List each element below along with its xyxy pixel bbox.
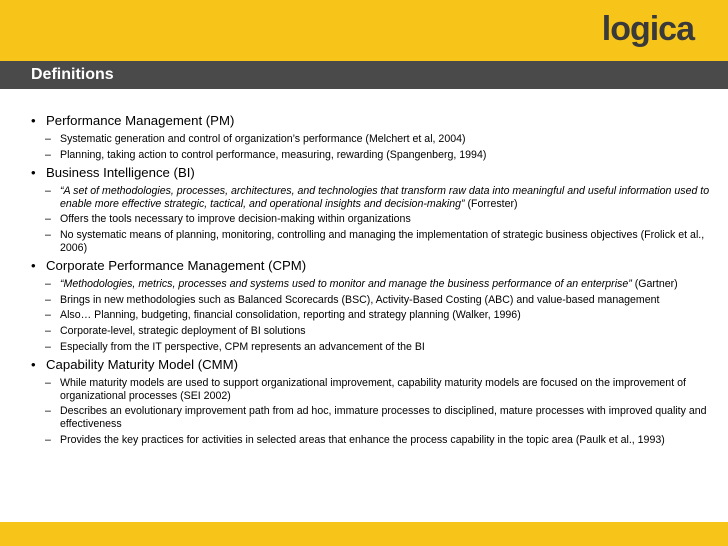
dash-icon: – [45, 293, 51, 306]
bullet-cpm [31, 257, 711, 274]
sub-bullet [31, 278, 711, 291]
quote-text: “A set of methodologies, processes, architectures, and technologies that transform raw data into meaningful and useful information used to enable more effective strategic, tactical, and operational insights and decision-making” [60, 185, 710, 210]
dash-icon: – [45, 405, 51, 418]
dash-icon: – [45, 324, 51, 337]
bullet-cmm [31, 356, 711, 373]
quote-source: (Gartner) [631, 278, 678, 291]
sub-bullet-text: Systematic generation and control of organization’s performance (Melchert et al, 2004) [60, 133, 466, 145]
sub-bullet-text: Corporate-level, strategic deployment of BI solutions [60, 324, 306, 337]
sub-bullet [31, 149, 711, 162]
sub-bullet-text: Provides the key practices for activities in selected areas that enhance the process capability in the topic area (Paulk et al., 1993) [60, 433, 665, 446]
sub-bullet-text: Brings in new methodologies such as Balanced Scorecards (BSC), Activity-Based Costing (ABC) and value-based management [60, 293, 660, 306]
bullet-dot-icon: • [31, 165, 36, 181]
sub-bullet-text: Describes an evolutionary improvement path from ad hoc, immature processes to disciplined, mature processes with improved quality and effectiveness [60, 405, 707, 430]
title-bar [0, 61, 728, 89]
sub-bullet-text: While maturity models are used to support organizational improvement, capability maturity models are focused on the improvement of organizational processes (SEI 2002) [60, 377, 686, 402]
bullet-dot-icon: • [31, 258, 36, 274]
sub-bullet-text: Offers the tools necessary to improve decision-making within organizations [60, 213, 411, 226]
bullet-label: Performance Management (PM) [46, 113, 235, 128]
sub-bullet [31, 377, 711, 402]
bullet-dot-icon: • [31, 357, 36, 373]
sub-bullet [31, 185, 711, 210]
sub-bullet-text: Especially from the IT perspective, CPM represents an advancement of the BI [60, 340, 425, 353]
sub-bullet-text: Also… Planning, budgeting, financial consolidation, reporting and strategy planning (Walker, 1996) [60, 309, 521, 322]
quote-source: (Forrester) [464, 197, 518, 210]
dash-icon: – [45, 433, 51, 446]
sub-bullet [31, 434, 711, 447]
sub-bullet [31, 309, 711, 322]
bottom-band [0, 522, 728, 546]
dash-icon: – [45, 148, 51, 161]
quote-text: “Methodologies, metrics, processes and systems used to monitor and manage the business performance of an enterprise” [60, 278, 632, 291]
dash-icon: – [45, 228, 51, 241]
dash-icon: – [45, 309, 51, 322]
sub-bullet [31, 133, 711, 146]
sub-bullet [31, 405, 711, 430]
bullet-label: Capability Maturity Model (CMM) [46, 357, 238, 373]
bullet-bi [31, 164, 711, 181]
slide-content [31, 112, 711, 449]
dash-icon: – [45, 278, 51, 291]
dash-icon: – [45, 377, 51, 390]
logica-logo: logica [601, 10, 694, 48]
slide-title: Definitions [31, 66, 114, 83]
sub-bullet [31, 341, 711, 354]
sub-bullet [31, 294, 711, 307]
dash-icon: – [45, 185, 51, 198]
sub-bullet-text: Planning, taking action to control performance, measuring, rewarding (Spangenberg, 1994) [60, 148, 487, 161]
dash-icon: – [45, 340, 51, 353]
bullet-label: Business Intelligence (BI) [46, 165, 195, 181]
sub-bullet-text: No systematic means of planning, monitoring, controlling and managing the implementation of strategic business objectives (Frolick et al., 2006) [60, 228, 705, 254]
sub-bullet [31, 229, 711, 254]
bullet-pm [31, 112, 711, 129]
dash-icon: – [45, 133, 51, 145]
sub-bullet [31, 213, 711, 226]
sub-bullet [31, 325, 711, 338]
dash-icon: – [45, 213, 51, 226]
bullet-label: Corporate Performance Management (CPM) [46, 258, 307, 274]
bullet-dot-icon: • [31, 113, 36, 128]
top-band [0, 0, 728, 61]
